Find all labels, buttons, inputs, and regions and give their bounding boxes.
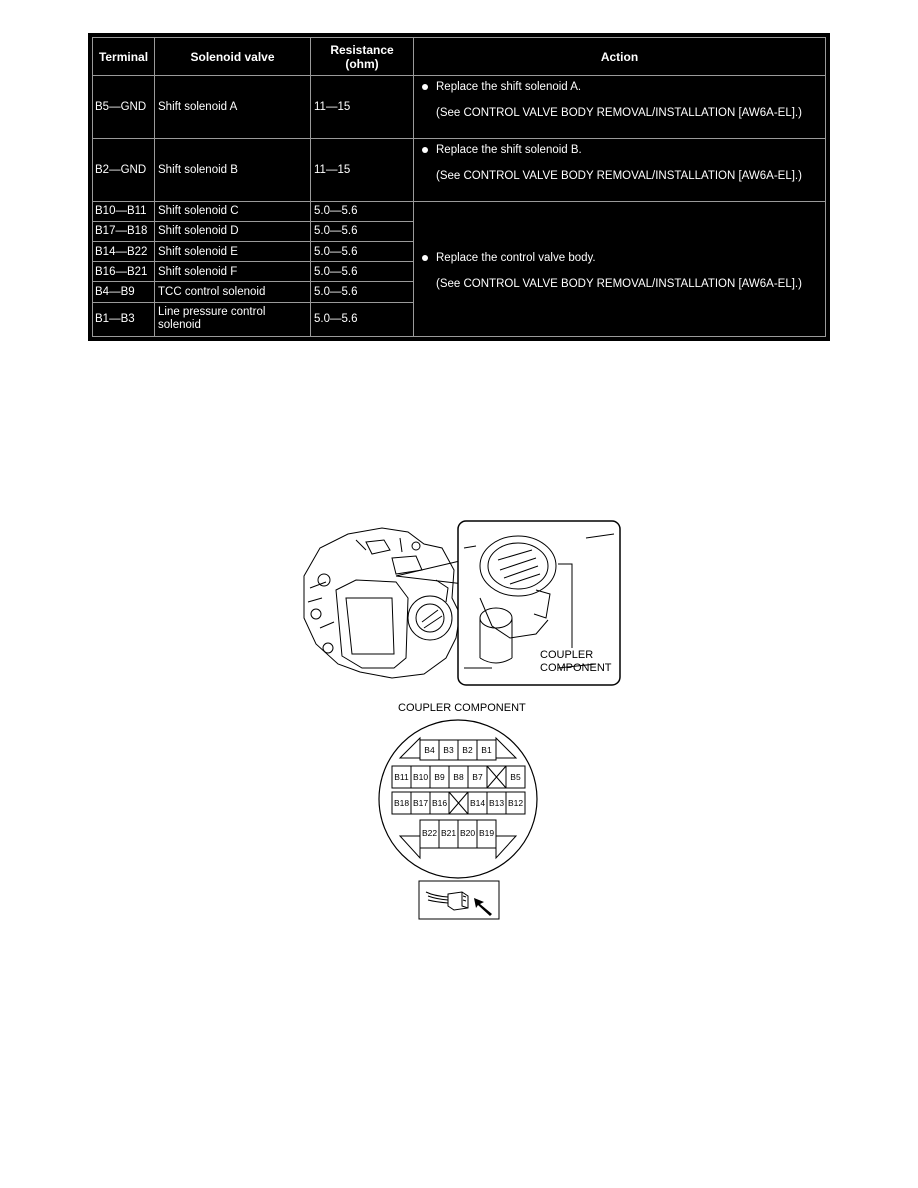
terminal-cell: B10—B11 bbox=[93, 201, 155, 221]
action-text: Replace the control valve body. bbox=[436, 251, 596, 264]
guide-triangle-icon bbox=[400, 836, 420, 858]
pin-label: B11 bbox=[394, 772, 409, 782]
transaxle-bolt bbox=[323, 643, 333, 653]
table-row bbox=[93, 139, 826, 202]
resistance-cell: 5.0—5.6 bbox=[311, 221, 414, 241]
bullet-icon bbox=[422, 147, 428, 153]
table-header-row bbox=[93, 38, 826, 76]
header-solenoid-valve: Solenoid valve bbox=[155, 38, 311, 76]
pin-label: B20 bbox=[459, 828, 476, 838]
resistance-cell: 5.0—5.6 bbox=[311, 201, 414, 221]
transaxle-detail-lines bbox=[308, 538, 402, 628]
pin-label: B21 bbox=[440, 828, 457, 838]
action-reference: (See CONTROL VALVE BODY REMOVAL/INSTALLATION [AW6A-EL].) bbox=[436, 107, 802, 120]
resistance-cell: 5.0—5.6 bbox=[311, 282, 414, 302]
callout-label-component: COMPONENT bbox=[540, 662, 612, 674]
terminal-cell: B14—B22 bbox=[93, 242, 155, 262]
guide-triangle-icon bbox=[496, 738, 516, 758]
pin-label: B9 bbox=[434, 772, 445, 782]
terminal-cell: B5—GND bbox=[93, 76, 155, 139]
solenoid-cell: TCC control solenoid bbox=[155, 282, 311, 302]
pin-row-1 bbox=[420, 740, 496, 760]
action-bullet bbox=[422, 143, 817, 157]
bullet-icon bbox=[422, 84, 428, 90]
bullet-icon bbox=[422, 255, 428, 261]
pin-label: B4 bbox=[424, 745, 435, 755]
solenoid-cell: Shift solenoid C bbox=[155, 201, 311, 221]
pin-label: B7 bbox=[472, 772, 483, 782]
transaxle-top-boss bbox=[366, 540, 390, 554]
pin-label: B14 bbox=[469, 798, 486, 808]
terminal-cell: B1—B3 bbox=[93, 302, 155, 336]
action-cell bbox=[414, 139, 826, 202]
action-reference: (See CONTROL VALVE BODY REMOVAL/INSTALLATION [AW6A-EL].) bbox=[436, 277, 802, 290]
empty-pin-cross-icon bbox=[487, 766, 506, 788]
transaxle-cover bbox=[336, 580, 408, 668]
action-text: Replace the shift solenoid B. bbox=[436, 144, 582, 156]
transaxle-body-outline bbox=[304, 528, 460, 678]
header-terminal: Terminal bbox=[93, 38, 155, 76]
transaxle-illustration bbox=[296, 518, 622, 688]
action-bullet bbox=[422, 80, 817, 94]
solenoid-cell: Shift solenoid B bbox=[155, 139, 311, 202]
pin-label: B2 bbox=[462, 745, 473, 755]
pin-label: B17 bbox=[412, 798, 429, 808]
pin-label: B10 bbox=[412, 772, 429, 782]
solenoid-cell: Shift solenoid F bbox=[155, 262, 311, 282]
terminal-cell: B4—B9 bbox=[93, 282, 155, 302]
pin-row-4 bbox=[420, 820, 496, 848]
pin-row-2 bbox=[392, 766, 525, 788]
pin-label: B13 bbox=[488, 798, 505, 808]
action-cell bbox=[414, 201, 826, 336]
action-cell bbox=[414, 76, 826, 139]
transaxle-bolt bbox=[311, 609, 321, 619]
connector-pin-diagram bbox=[368, 718, 548, 880]
guide-triangle-icon bbox=[400, 738, 420, 758]
transaxle-output-ring bbox=[408, 596, 452, 640]
table-row bbox=[93, 201, 826, 221]
transaxle-hub-lines bbox=[422, 610, 442, 628]
resistance-cell: 11—15 bbox=[311, 76, 414, 139]
solenoid-cell: Shift solenoid E bbox=[155, 242, 311, 262]
solenoid-cell: Shift solenoid D bbox=[155, 221, 311, 241]
resistance-cell: 11—15 bbox=[311, 139, 414, 202]
solenoid-cell: Line pressure control solenoid bbox=[155, 302, 311, 336]
resistance-cell: 5.0—5.6 bbox=[311, 242, 414, 262]
solenoid-spec-table-frame bbox=[88, 33, 830, 341]
pin-row-3 bbox=[392, 792, 525, 814]
action-bullet bbox=[422, 251, 817, 265]
pin-label: B19 bbox=[478, 828, 495, 838]
transaxle-coupler-location bbox=[436, 580, 448, 602]
pin-label: B18 bbox=[393, 798, 410, 808]
terminal-cell: B16—B21 bbox=[93, 262, 155, 282]
guide-triangle-icon bbox=[496, 836, 516, 858]
terminal-cell: B17—B18 bbox=[93, 221, 155, 241]
pin-label: B12 bbox=[507, 798, 524, 808]
harness-side-connector-icon bbox=[418, 880, 500, 920]
solenoid-cell: Shift solenoid A bbox=[155, 76, 311, 139]
table-row bbox=[93, 76, 826, 139]
resistance-cell: 5.0—5.6 bbox=[311, 262, 414, 282]
empty-pin-cross-icon bbox=[449, 792, 468, 814]
pin-label: B5 bbox=[510, 772, 521, 782]
action-text: Replace the shift solenoid A. bbox=[436, 81, 582, 94]
transaxle-bolt bbox=[412, 542, 420, 550]
solenoid-spec-table bbox=[92, 37, 826, 337]
resistance-cell: 5.0—5.6 bbox=[311, 302, 414, 336]
header-action: Action bbox=[414, 38, 826, 76]
action-reference: (See CONTROL VALVE BODY REMOVAL/INSTALLATION [AW6A-EL].) bbox=[436, 170, 802, 182]
header-resistance: Resistance (ohm) bbox=[311, 38, 414, 76]
pin-label: B8 bbox=[453, 772, 464, 782]
connector-title: COUPLER COMPONENT bbox=[398, 702, 526, 714]
pin-label: B3 bbox=[443, 745, 454, 755]
pin-label: B1 bbox=[481, 745, 492, 755]
pin-label: B22 bbox=[421, 828, 438, 838]
callout-label-coupler: COUPLER bbox=[540, 649, 594, 661]
pin-label: B16 bbox=[431, 798, 448, 808]
transaxle-cover-inner bbox=[346, 598, 394, 654]
terminal-cell: B2—GND bbox=[93, 139, 155, 202]
